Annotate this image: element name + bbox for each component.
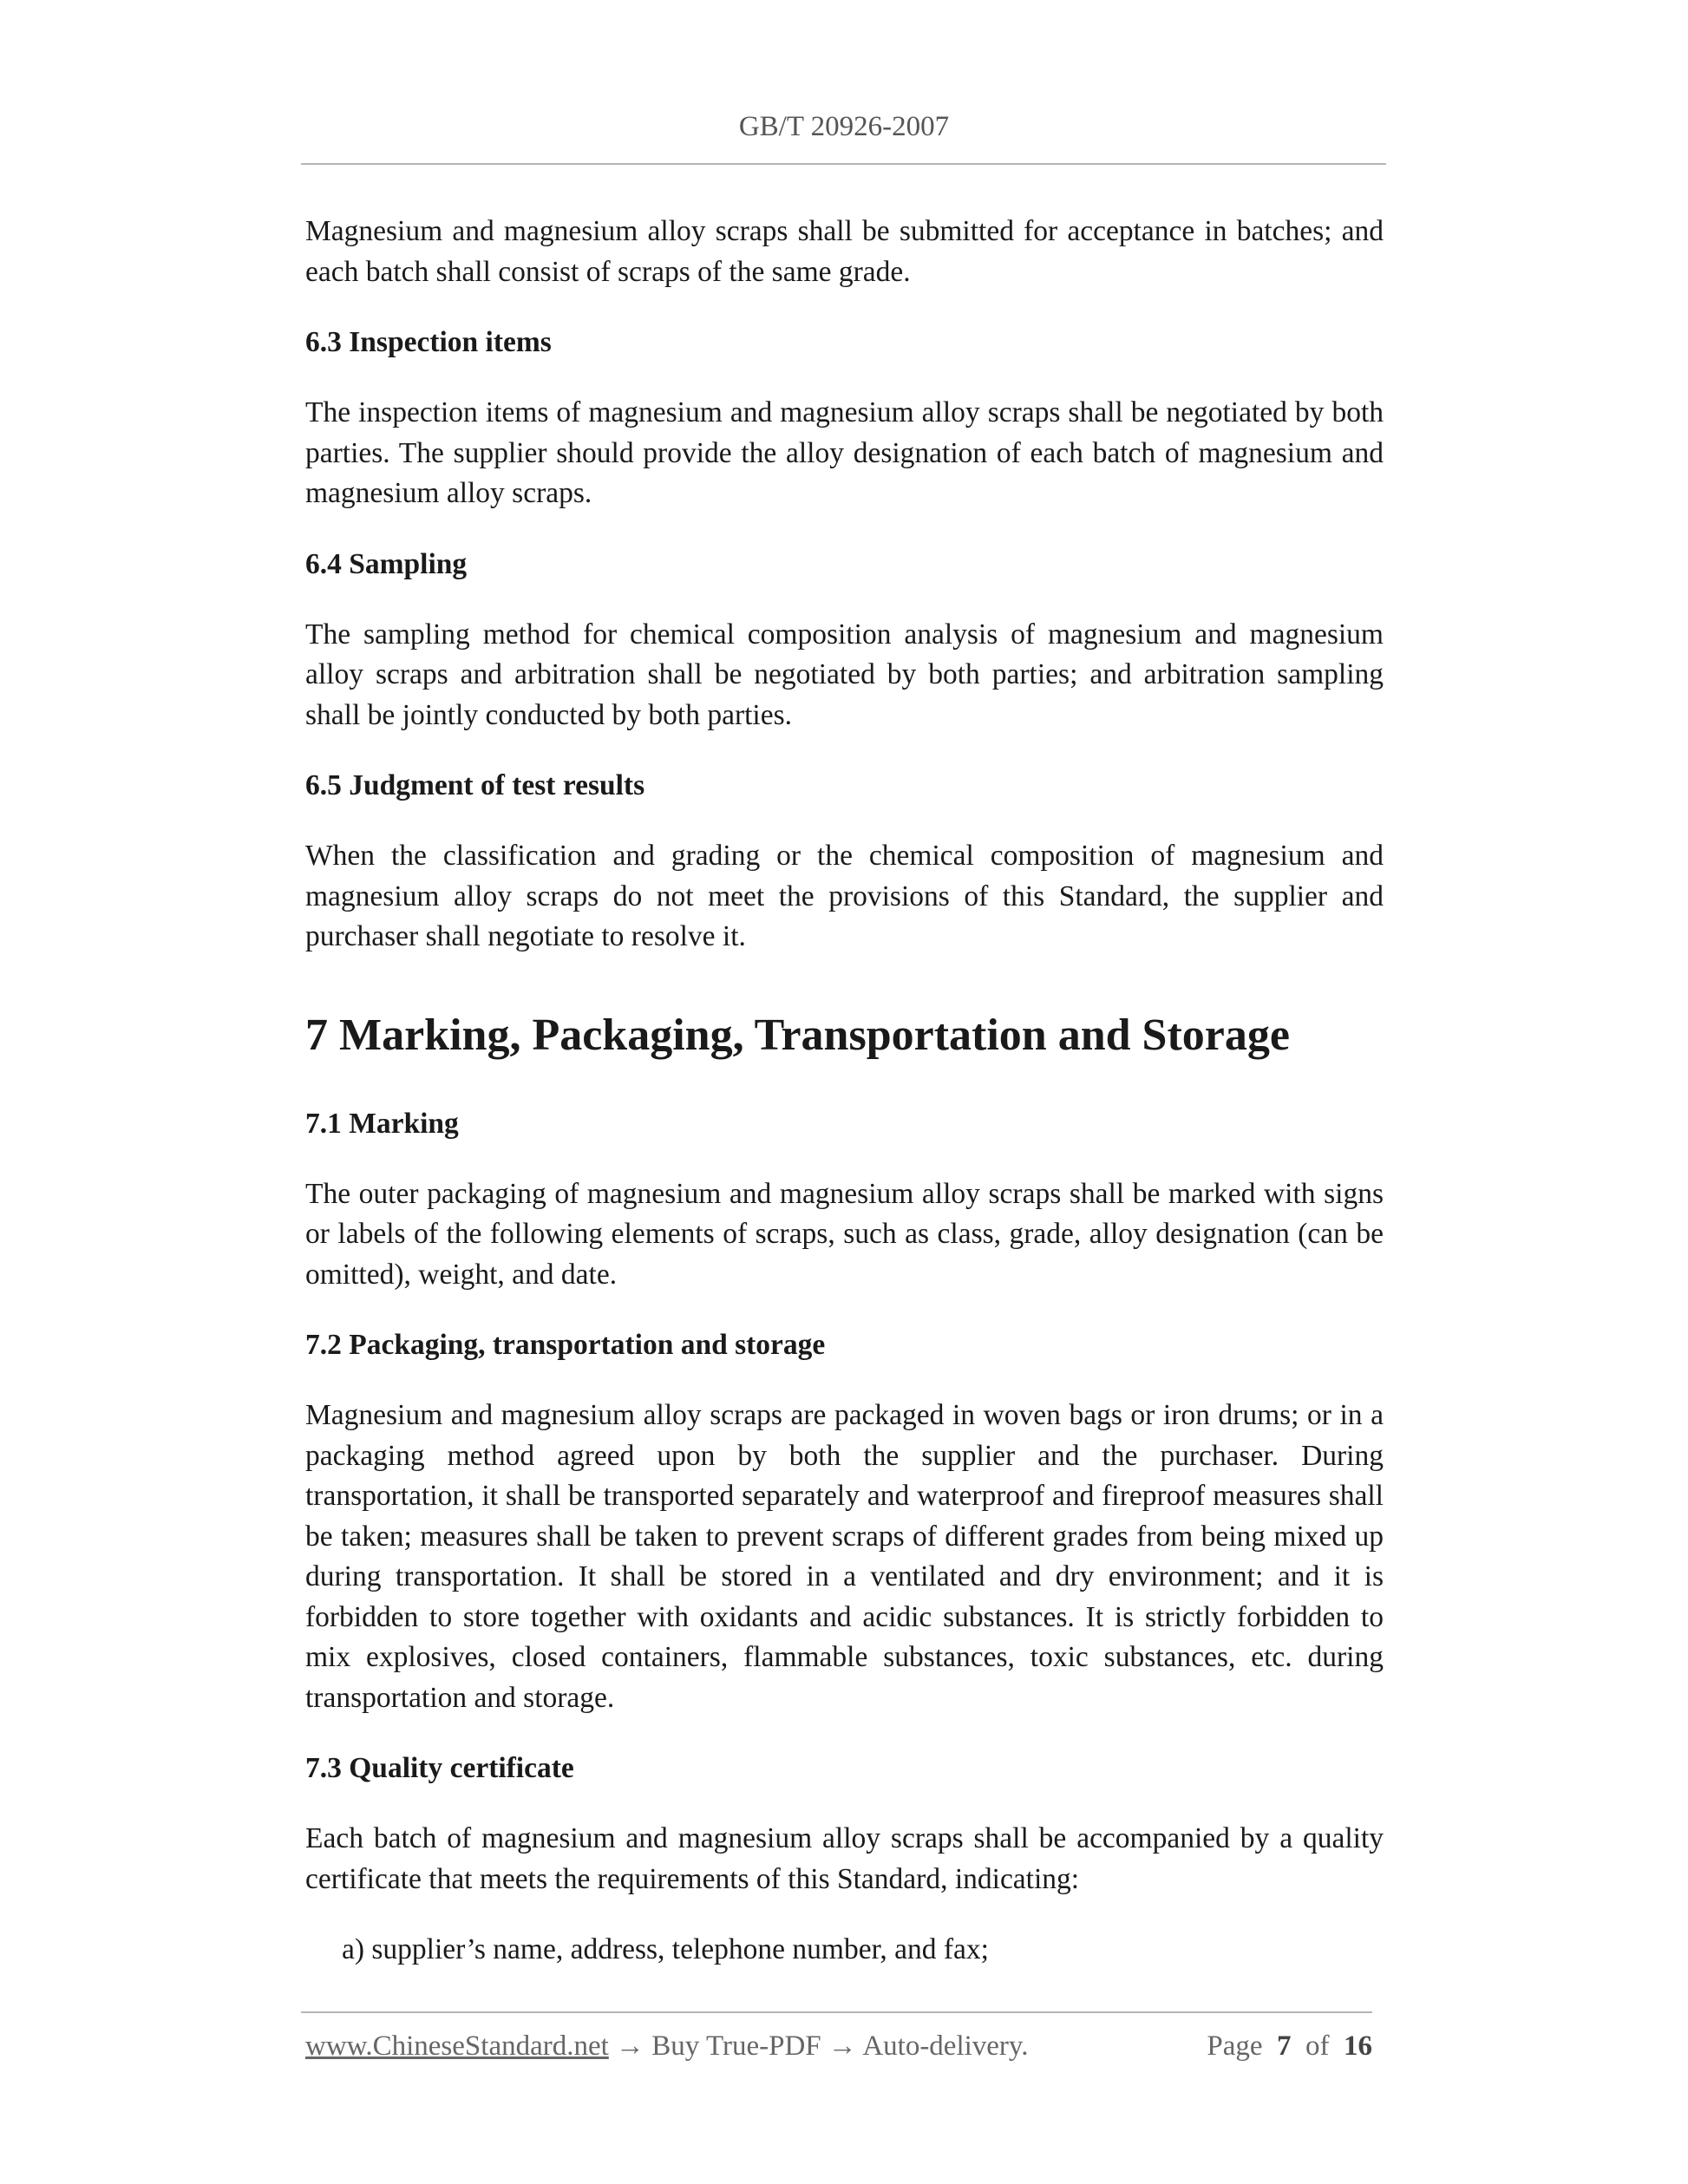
heading-section-7: 7 Marking, Packaging, Transportation and Storage [305,1010,1290,1060]
website-link[interactable]: www.ChineseStandard.net [305,2030,609,2062]
paragraph-inspection-items: The inspection items of magnesium and magnesium alloy scraps shall be negotiated by both parties. The supplier should provide the alloy designation of each batch of magnesium and magnesium alloy scraps. [305,396,1384,509]
heading-7-2: 7.2 Packaging, transportation and storage [305,1329,826,1361]
page-header-title: GB/T 20926-2007 [738,111,950,142]
paragraph-sampling: The sampling method for chemical composition analysis of magnesium and magnesium alloy scraps and arbitration shall be negotiated by both parties; and arbitration sampling shall be jointly conducted by both parties. [305,618,1384,731]
heading-7-1: 7.1 Marking [305,1107,459,1140]
heading-6-3: 6.3 Inspection items [305,326,552,358]
arrow-right-icon: → [828,2030,857,2062]
paragraph-quality-certificate: Each batch of magnesium and magnesium alloy scraps shall be accompanied by a quality certificate that meets the requirements of this Standard, indicating: [305,1822,1384,1895]
paragraph-marking: The outer packaging of magnesium and magnesium alloy scraps shall be marked with signs or labels of the following elements of scraps, such as class, grade, alloy designation (can be omitted), weight, and date. [305,1177,1384,1291]
document-body [305,212,1384,1971]
footer-promo [305,2030,1029,2063]
page-number [1207,2030,1372,2063]
buy-pdf-text: Buy True-PDF [651,2030,821,2062]
paragraph-batch-acceptance: Magnesium and magnesium alloy scraps shall be submitted for acceptance in batches; and each batch shall consist of scraps of the same grade. [305,215,1384,288]
total-pages: 16 [1344,2030,1372,2062]
current-page: 7 [1277,2030,1292,2062]
page-footer [305,2030,1372,2069]
of-label: of [1305,2030,1330,2062]
page-label: Page [1207,2030,1263,2062]
auto-delivery-text: Auto-delivery. [862,2030,1029,2062]
list-item: a) supplier’s name, address, telephone number, and fax; [342,1933,989,1965]
paragraph-judgment: When the classification and grading or the chemical composition of magnesium and magnesium alloy scraps do not meet the provisions of this Standard, the supplier and purchaser shall negotiate to resolve it. [305,840,1384,952]
heading-7-3: 7.3 Quality certificate [305,1752,574,1784]
heading-6-4: 6.4 Sampling [305,547,468,580]
arrow-right-icon: → [616,2030,645,2062]
paragraph-packaging: Magnesium and magnesium alloy scraps are packaged in woven bags or iron drums; or in a packaging method agreed upon by both the supplier and the purchaser. During transportation, it shall be transported separately and waterproof and fireproof measures shall be taken; measures shall be taken to prevent scraps of different grades from being mixed up during transportation. It shall be stored in a ventilated and dry environment; and it is forbidden to store together with oxidants and acidic substances. It is strictly forbidden to mix explosives, closed containers, flammable substances, toxic substances, etc. during transportation and storage. [305,1399,1384,1714]
heading-6-5: 6.5 Judgment of test results [305,769,645,801]
footer-divider [301,2011,1372,2013]
header-divider [301,163,1386,165]
